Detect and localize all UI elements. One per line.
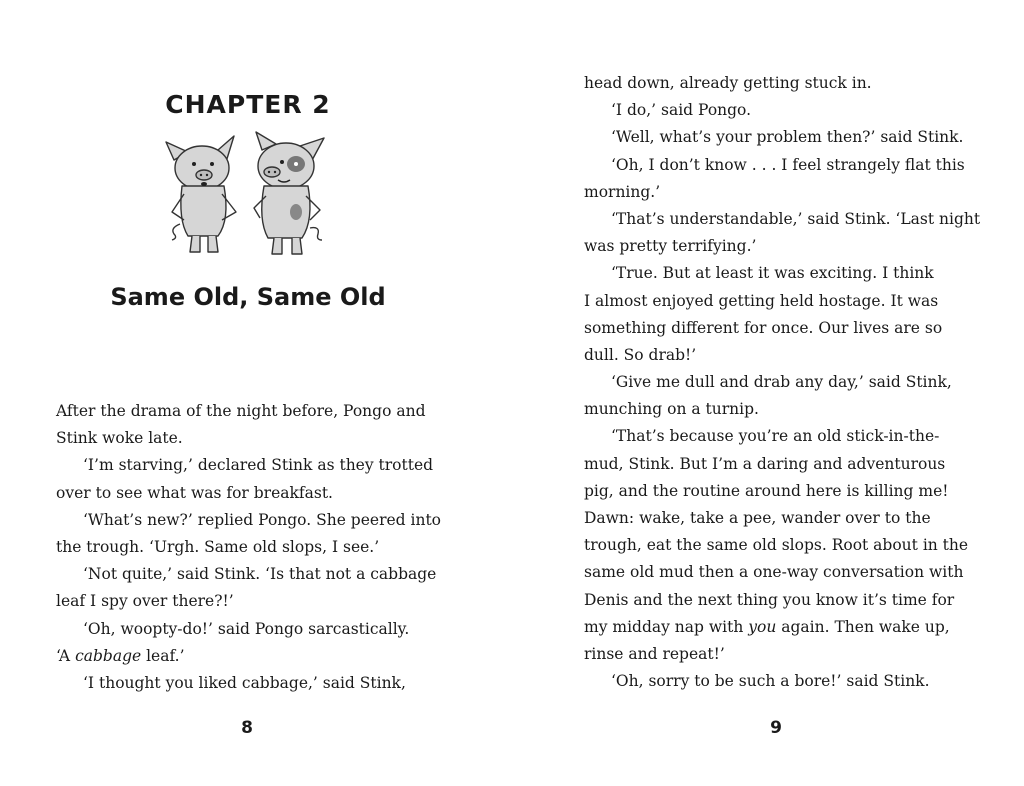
text-line: ‘Give me dull and drab any day,’ said Stink, [611,373,952,392]
text-line: head down, already getting stuck in. [584,74,872,92]
text-line: rinse and repeat!’ [584,644,725,663]
text-line: Dawn: wake, take a pee, wander over to the [584,509,931,527]
left-pig-snout [196,170,212,180]
two-pigs-illustration [160,128,335,258]
text-line: Stink woke late. [56,429,183,448]
text-line: the trough. ‘Urgh. Same old slops, I see.’ [56,537,380,556]
text-line: ‘I do,’ said Pongo. [611,101,752,120]
right-pig-body [262,186,310,238]
text-line: ‘A cabbage leaf.’ [56,646,185,665]
left-pig-nostril-right [206,174,208,176]
text-line: pig, and the routine around here is killing me! [584,481,949,500]
text-line: ‘Not quite,’ said Stink. ‘Is that not a cabbage [83,565,437,584]
text-line: ‘What’s new?’ replied Pongo. She peered into [83,510,441,529]
right-pig-nostril-left [268,171,270,173]
left-page-text [56,398,456,697]
right-page [512,0,1024,786]
page-number-left: 8 [241,718,253,738]
right-pig-tail [310,228,322,240]
left-pig-body [181,186,226,236]
right-pig-leg-left [272,238,282,254]
chapter-title: Same Old, Same Old [110,283,386,311]
text-line: ‘I’m starving,’ declared Stink as they trotted [83,456,434,475]
text-line: morning.’ [584,182,661,201]
left-pig-leg-left [190,236,200,252]
text-line: ‘Well, what’s your problem then?’ said Stink. [611,128,964,147]
text-line: leaf I spy over there?!’ [56,592,234,611]
text-line: my midday nap with you again. Then wake up, [584,617,950,636]
right-pig-leg-right [292,238,302,254]
text-line: ‘I thought you liked cabbage,’ said Stink, [83,673,406,692]
text-line: After the drama of the night before, Pongo and [56,402,426,420]
italic-word: cabbage [75,646,142,665]
text-line: ‘Oh, woopty-do!’ said Pongo sarcastically. [83,619,410,638]
text-line: dull. So drab!’ [584,345,697,364]
left-pig-eye-right [210,162,214,166]
right-pig-nostril-right [274,171,276,173]
text-line: I almost enjoyed getting held hostage. It was [584,291,939,310]
left-pig-tail [172,224,180,240]
text-line: Denis and the next thing you know it’s time for [584,590,955,609]
right-pig-spot-body [290,204,302,220]
text-line: munching on a turnip. [584,400,759,419]
text-line: mud, Stink. But I’m a daring and adventurous [584,454,946,473]
left-pig-leg-right [208,236,218,252]
text-line: ‘That’s understandable,’ said Stink. ‘Last night [611,209,981,228]
text-line: ‘That’s because you’re an old stick-in-the- [611,427,940,446]
text-line: ‘Oh, I don’t know . . . I feel strangely flat this [611,155,965,174]
text-line: trough, eat the same old slops. Root about in the [584,536,969,555]
chapter-label: CHAPTER 2 [165,90,331,119]
text-line: ‘True. But at least it was exciting. I think [611,264,934,283]
right-pig-eye-left [280,160,284,164]
text-line: something different for once. Our lives are so [584,318,943,337]
text-line: was pretty terrifying.’ [584,237,757,256]
left-pig-eye-left [192,162,196,166]
right-page-text [584,70,984,695]
text-line: same old mud then a one-way conversation with [584,563,964,582]
right-pig-snout [264,167,280,177]
left-pig-mouth [201,182,207,186]
text-line: over to see what was for breakfast. [56,483,333,502]
left-pig-nostril-left [200,174,202,176]
page-number-right: 9 [770,718,782,738]
italic-word: you [748,617,777,636]
right-pig-eye-right [294,162,298,166]
text-line: ‘Oh, sorry to be such a bore!’ said Stink. [611,672,930,691]
